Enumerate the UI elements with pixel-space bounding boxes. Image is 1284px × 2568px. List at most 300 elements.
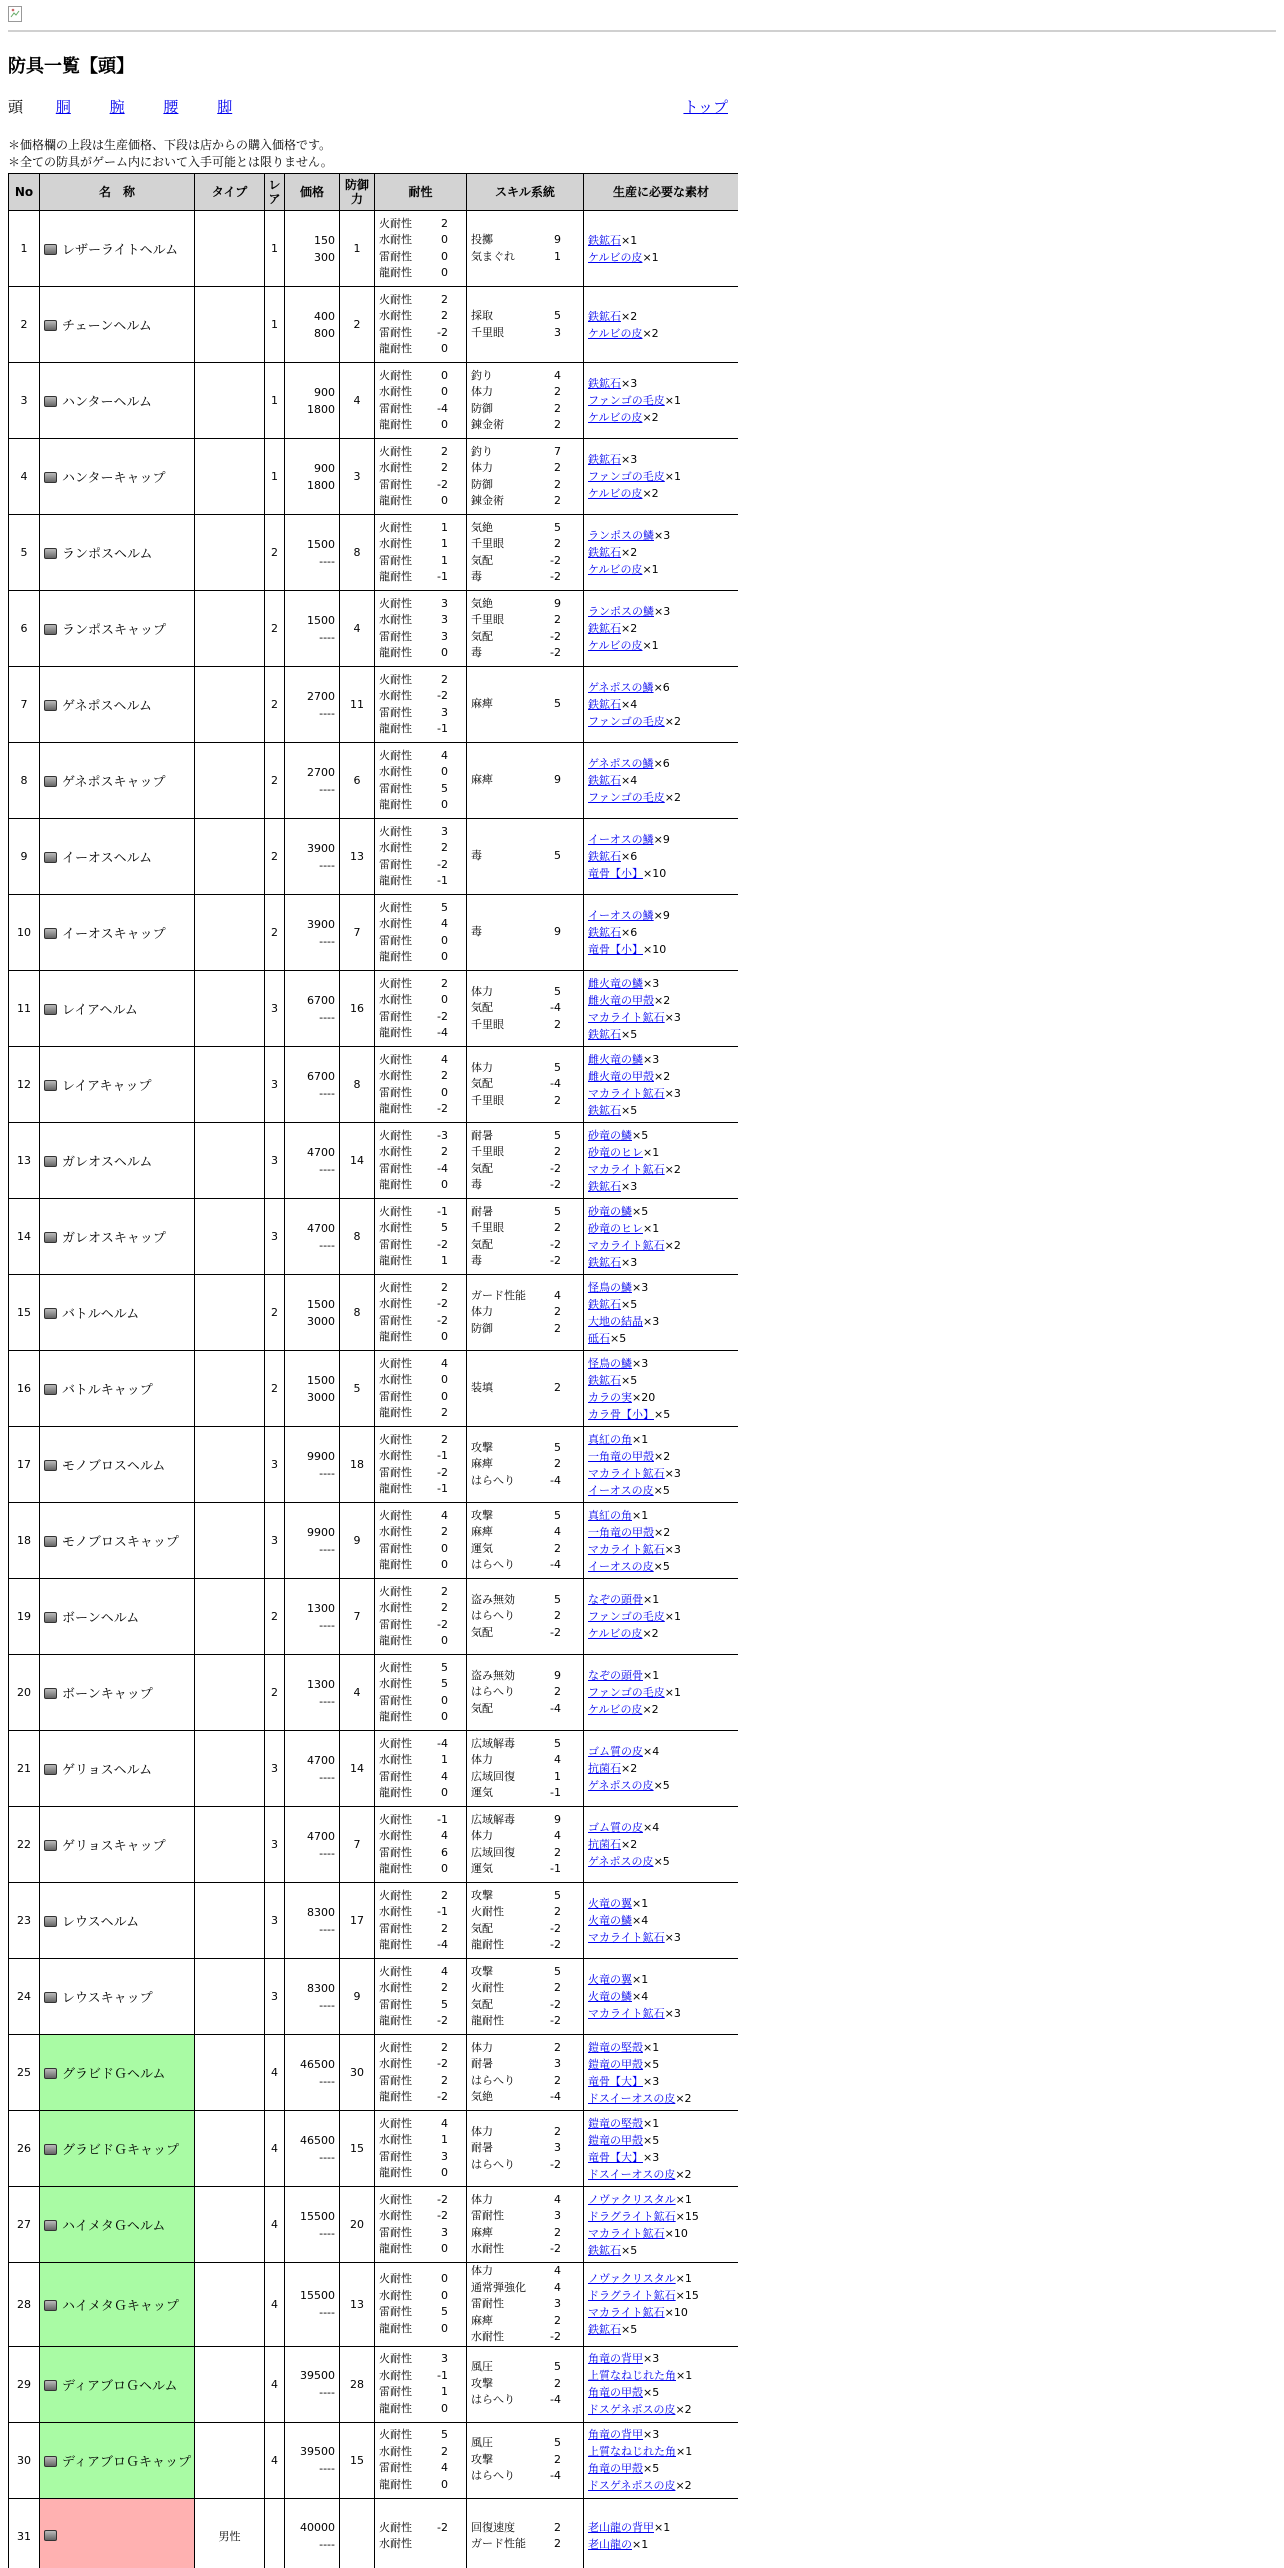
material-link[interactable]: 竜骨【大】 xyxy=(588,2074,643,2088)
craft-price: 39500 xyxy=(300,2369,335,2382)
notes xyxy=(8,137,333,171)
skill-name: 防御 xyxy=(471,477,493,491)
material-entry xyxy=(588,561,734,578)
material-link[interactable]: 砂竜のヒレ xyxy=(588,1221,643,1235)
resistance-name: 雷耐性 xyxy=(379,857,412,871)
resistance-value: 2 xyxy=(441,461,448,474)
shop-price: ---- xyxy=(319,1086,335,1100)
material-qty: ×1 xyxy=(621,233,638,247)
armor-name-cell xyxy=(40,2035,195,2111)
material-entry xyxy=(588,1051,734,1068)
material-link[interactable]: 雌火竜の甲殻 xyxy=(588,1069,654,1083)
skill-value: 5 xyxy=(554,1440,561,1454)
resistance-entry xyxy=(379,2149,462,2166)
material-link[interactable]: カラの実 xyxy=(588,1390,632,1404)
resistance-entry xyxy=(379,292,462,309)
material-link[interactable]: ケルビの皮 xyxy=(588,639,643,652)
material-qty: ×6 xyxy=(621,850,638,863)
material-link[interactable]: 鉄鉱石 xyxy=(588,546,621,559)
table-row xyxy=(9,2346,739,2422)
resistance-entry xyxy=(379,460,462,477)
table-row xyxy=(9,591,739,667)
armor-rarity: 2 xyxy=(265,743,285,819)
material-link[interactable]: 真紅の角 xyxy=(588,1508,632,1522)
helm-icon xyxy=(44,1764,57,1775)
nav-link-top[interactable]: トップ xyxy=(683,98,728,116)
resistance-value: 2 xyxy=(441,1145,448,1158)
material-link[interactable]: マカライト鉱石 xyxy=(588,2306,665,2320)
nav-link-arms[interactable]: 腕 xyxy=(109,98,125,116)
skill-name: 体力 xyxy=(471,984,493,998)
craft-price: 46500 xyxy=(300,2057,335,2071)
material-link[interactable]: 砂竜の鱗 xyxy=(588,1204,632,1218)
table-row xyxy=(9,363,739,439)
material-qty: ×2 xyxy=(675,2403,692,2416)
material-link[interactable]: 鉄鉱石 xyxy=(588,453,621,466)
material-link[interactable]: ドスゲネポスの皮 xyxy=(588,2479,676,2492)
resistance-value: 2 xyxy=(441,1584,448,1598)
skill-name: 体力 xyxy=(471,1829,493,1842)
skill-value: -2 xyxy=(550,1254,561,1267)
col-header-resistance: 耐性 xyxy=(375,174,467,211)
armor-type xyxy=(195,1579,265,1655)
armor-rarity: 2 xyxy=(265,819,285,895)
material-entry xyxy=(588,637,734,654)
material-link[interactable]: マカライト鉱石 xyxy=(588,2226,665,2240)
resistance-value: 3 xyxy=(441,613,448,626)
material-link[interactable]: 上質なねじれた角 xyxy=(588,2369,676,2382)
nav-link-legs[interactable]: 脚 xyxy=(217,98,233,116)
material-link[interactable]: ゲネポスの皮 xyxy=(588,1779,654,1792)
resistance-value: 0 xyxy=(441,2242,448,2255)
resistance-name: 火耐性 xyxy=(379,1964,412,1978)
material-entry xyxy=(588,2132,734,2149)
resistance-entry xyxy=(379,2401,462,2418)
material-link[interactable]: 鎧竜の甲殻 xyxy=(588,2057,643,2071)
material-entry xyxy=(588,2426,734,2443)
material-link[interactable]: イーオスの皮 xyxy=(588,1483,654,1497)
material-entry xyxy=(588,2321,734,2338)
material-link[interactable]: ゴム質の皮 xyxy=(588,1745,643,1758)
material-link[interactable]: マカライト鉱石 xyxy=(588,1162,665,1176)
material-link[interactable]: ドラグライト鉱石 xyxy=(588,2209,676,2223)
material-link[interactable]: 雌火竜の鱗 xyxy=(588,976,643,990)
material-qty: ×3 xyxy=(643,2074,660,2088)
armor-name-cell xyxy=(40,1731,195,1807)
material-link[interactable]: 鉄鉱石 xyxy=(588,1103,621,1117)
material-link[interactable]: マカライト鉱石 xyxy=(588,1086,665,1100)
resistance-value: 0 xyxy=(441,798,448,811)
material-link[interactable]: イーオスの皮 xyxy=(588,1559,654,1573)
skill-name: 気配 xyxy=(471,1625,493,1639)
resistance-value: 3 xyxy=(441,2225,448,2239)
skill-entry xyxy=(471,1701,579,1718)
material-link[interactable]: ファンゴの毛皮 xyxy=(588,1610,665,1623)
resistance-value: 1 xyxy=(441,553,448,567)
material-link[interactable]: 火竜の翼 xyxy=(588,1897,632,1910)
row-no: 18 xyxy=(9,1503,40,1579)
armor-rarity: 2 xyxy=(265,515,285,591)
table-row xyxy=(9,1275,739,1351)
craft-price: 900 xyxy=(314,385,335,399)
material-link[interactable]: ドラグライト鉱石 xyxy=(588,2289,676,2303)
resistance-value: 0 xyxy=(441,342,448,355)
resistance-value: 0 xyxy=(441,2321,448,2335)
material-link[interactable]: 鉄鉱石 xyxy=(588,309,621,323)
resistance-name: 火耐性 xyxy=(379,596,412,610)
skill-value: 4 xyxy=(554,1753,561,1766)
armor-type xyxy=(195,1731,265,1807)
material-link[interactable]: 鉄鉱石 xyxy=(588,774,621,787)
resistance-entry xyxy=(379,2056,462,2073)
resistance-value: 5 xyxy=(441,1997,448,2011)
material-qty: ×5 xyxy=(621,1373,638,1387)
material-link[interactable]: 鉄鉱石 xyxy=(588,377,621,390)
material-link[interactable]: 鉄鉱石 xyxy=(588,2243,621,2257)
armor-type xyxy=(195,971,265,1047)
material-entry xyxy=(588,907,734,924)
material-link[interactable]: ファンゴの毛皮 xyxy=(588,715,665,728)
resistance-value: 0 xyxy=(441,494,448,507)
material-link[interactable]: 鉄鉱石 xyxy=(588,1373,621,1387)
material-entry xyxy=(588,527,734,544)
resistance-entry xyxy=(379,2288,462,2305)
materials-cell xyxy=(584,2346,739,2422)
skill-name: 盗み無効 xyxy=(471,1668,515,1682)
material-link[interactable]: ノヴァクリスタル xyxy=(588,2272,676,2286)
material-link[interactable]: ドスイーオスの皮 xyxy=(588,2091,676,2105)
skill-value: 3 xyxy=(554,2141,561,2155)
skill-entry xyxy=(471,696,579,713)
col-header-materials: 生産に必要な素材 xyxy=(584,174,739,211)
material-link[interactable]: ノヴァクリスタル xyxy=(588,2192,676,2206)
material-link[interactable]: ケルビの皮 xyxy=(588,1627,643,1640)
material-entry xyxy=(588,2477,734,2494)
material-link[interactable]: 鉄鉱石 xyxy=(588,622,621,635)
material-link[interactable]: ファンゴの毛皮 xyxy=(588,791,665,804)
material-entry xyxy=(588,1355,734,1372)
material-link[interactable]: ランポスの鱗 xyxy=(588,605,654,618)
material-link[interactable]: マカライト鉱石 xyxy=(588,1931,665,1944)
armor-name-cell xyxy=(40,2422,195,2498)
resistance-value: 0 xyxy=(441,950,448,963)
material-link[interactable]: 鉄鉱石 xyxy=(588,233,621,247)
material-link[interactable]: 怪鳥の鱗 xyxy=(588,1356,632,1370)
nav-link-body[interactable]: 胴 xyxy=(55,98,71,116)
defense-value: 7 xyxy=(340,895,375,971)
row-no: 5 xyxy=(9,515,40,591)
resistance-value: -4 xyxy=(437,1026,448,1039)
material-link[interactable]: ランポスの鱗 xyxy=(588,529,654,542)
resistance-cell xyxy=(375,1731,467,1807)
skill-entry xyxy=(471,460,579,477)
material-link[interactable]: 角竜の背甲 xyxy=(588,2428,643,2441)
resistance-entry xyxy=(379,2089,462,2106)
material-link[interactable]: 火竜の鱗 xyxy=(588,1914,632,1927)
materials-cell xyxy=(584,1123,739,1199)
skill-name: 風圧 xyxy=(471,2360,493,2374)
material-link[interactable]: 竜骨【小】 xyxy=(588,867,643,880)
armor-type xyxy=(195,667,265,743)
material-qty: ×1 xyxy=(676,2369,693,2382)
material-qty: ×2 xyxy=(675,2091,692,2105)
material-link[interactable]: 大地の結晶 xyxy=(588,1314,643,1328)
material-qty: ×1 xyxy=(664,1610,681,1623)
material-link[interactable]: ファンゴの毛皮 xyxy=(588,394,665,407)
resistance-entry xyxy=(379,417,462,434)
material-link[interactable]: 鉄鉱石 xyxy=(588,2323,621,2337)
material-link[interactable]: カラ骨【小】 xyxy=(588,1407,654,1421)
resistance-value: 0 xyxy=(441,993,448,1006)
resistance-value: 0 xyxy=(441,1786,448,1799)
material-link[interactable]: イーオスの鱗 xyxy=(588,833,654,846)
row-no: 10 xyxy=(9,895,40,971)
material-link[interactable]: 鉄鉱石 xyxy=(588,850,621,863)
material-qty: ×3 xyxy=(643,2352,660,2365)
resistance-value: -2 xyxy=(437,689,448,702)
material-link[interactable]: 真紅の角 xyxy=(588,1432,632,1446)
material-entry xyxy=(588,249,734,266)
skill-value: -4 xyxy=(550,2469,561,2483)
resistance-name: 龍耐性 xyxy=(379,494,412,507)
note-price: ＊価格欄の上段は生産価格、下段は店からの購入価格です。 xyxy=(8,138,332,152)
skill-name: はらへり xyxy=(471,2393,515,2407)
material-link[interactable]: 雌火竜の甲殻 xyxy=(588,993,654,1007)
armor-name-cell xyxy=(40,1047,195,1123)
material-link[interactable]: 鎧竜の堅殻 xyxy=(588,2116,643,2130)
resistance-value: -4 xyxy=(437,1736,448,1750)
row-no: 15 xyxy=(9,1275,40,1351)
materials-cell xyxy=(584,439,739,515)
material-link[interactable]: 抗菌石 xyxy=(588,1762,621,1775)
material-link[interactable]: 鎧竜の堅殻 xyxy=(588,2040,643,2054)
resistance-cell xyxy=(375,2035,467,2111)
skill-entry xyxy=(471,1736,579,1753)
material-qty: ×3 xyxy=(621,377,638,390)
material-link[interactable]: マカライト鉱石 xyxy=(588,2007,665,2020)
resistance-value: 2 xyxy=(441,292,448,306)
material-link[interactable]: 一角竜の甲殻 xyxy=(588,1449,654,1463)
material-link[interactable]: 抗菌石 xyxy=(588,1838,621,1851)
material-link[interactable]: 鉄鉱石 xyxy=(588,926,621,939)
defense-value: 11 xyxy=(340,667,375,743)
resistance-value: 1 xyxy=(441,1753,448,1766)
material-link[interactable]: ファンゴの毛皮 xyxy=(588,1686,665,1699)
resistance-entry xyxy=(379,1633,462,1650)
resistance-value: 3 xyxy=(441,2149,448,2163)
resistance-name: 雷耐性 xyxy=(379,1465,412,1479)
table-row xyxy=(9,2035,739,2111)
armor-name: ゲリョスヘルム xyxy=(62,1763,153,1778)
material-link[interactable]: 鉄鉱石 xyxy=(588,1297,621,1311)
nav-current-head: 頭 xyxy=(8,98,24,116)
skill-value: 2 xyxy=(554,1145,561,1158)
skill-value: 2 xyxy=(554,477,561,491)
row-no: 3 xyxy=(9,363,40,439)
resistance-entry xyxy=(379,493,462,510)
material-qty: ×3 xyxy=(664,1010,681,1024)
skill-entry xyxy=(471,2124,579,2141)
row-no: 12 xyxy=(9,1047,40,1123)
material-link[interactable]: マカライト鉱石 xyxy=(588,1238,665,1252)
skill-name: 千里眼 xyxy=(471,1145,504,1158)
resistance-entry xyxy=(379,916,462,933)
material-link[interactable]: 火竜の鱗 xyxy=(588,1990,632,2003)
material-link[interactable]: 老山龍の xyxy=(588,2538,632,2551)
price-cell xyxy=(285,439,340,515)
skill-name: 雷耐性 xyxy=(471,2209,504,2222)
resistance-value: -2 xyxy=(437,1465,448,1479)
material-link[interactable]: 老山龍の背甲 xyxy=(588,2521,654,2534)
skill-entry xyxy=(471,1220,579,1237)
material-link[interactable]: 鉄鉱石 xyxy=(588,1027,621,1041)
resistance-entry xyxy=(379,949,462,966)
material-link[interactable]: ケルビの皮 xyxy=(588,411,643,424)
resistance-entry xyxy=(379,1921,462,1938)
skill-entry xyxy=(471,2468,579,2485)
resistance-entry xyxy=(379,1068,462,1085)
material-qty: ×5 xyxy=(643,2133,660,2147)
material-entry xyxy=(588,1296,734,1313)
material-qty: ×1 xyxy=(632,2538,649,2551)
resistance-value: 3 xyxy=(441,2352,448,2365)
material-link[interactable]: ケルビの皮 xyxy=(588,563,643,576)
material-entry xyxy=(588,468,734,485)
row-no: 25 xyxy=(9,2035,40,2111)
material-link[interactable]: 角竜の甲殻 xyxy=(588,2386,643,2399)
skill-value: 2 xyxy=(554,1093,561,1107)
table-row xyxy=(9,1655,739,1731)
skill-entry xyxy=(471,401,579,418)
material-entry xyxy=(588,2460,734,2477)
resistance-name: 龍耐性 xyxy=(379,646,412,659)
material-link[interactable]: ゲネポスの皮 xyxy=(588,1855,654,1868)
material-link[interactable]: マカライト鉱石 xyxy=(588,1542,665,1556)
material-link[interactable]: イーオスの鱗 xyxy=(588,909,654,922)
defense-value xyxy=(340,2498,375,2568)
shop-price: ---- xyxy=(319,1770,335,1784)
material-link[interactable]: 一角竜の甲殻 xyxy=(588,1525,654,1539)
skill-name: 広域回復 xyxy=(471,1769,515,1783)
material-link[interactable]: 怪鳥の鱗 xyxy=(588,1280,632,1294)
material-link[interactable]: ケルビの皮 xyxy=(588,326,643,340)
material-link[interactable]: マカライト鉱石 xyxy=(588,1466,665,1480)
resistance-cell xyxy=(375,1807,467,1883)
material-link[interactable]: ケルビの皮 xyxy=(588,250,643,264)
material-link[interactable]: 火竜の翼 xyxy=(588,1973,632,1986)
material-link[interactable]: 竜骨【小】 xyxy=(588,943,643,956)
material-link[interactable]: なぞの頭骨 xyxy=(588,1593,643,1606)
material-link[interactable]: マカライト鉱石 xyxy=(588,1010,665,1024)
material-link[interactable]: 砂竜のヒレ xyxy=(588,1145,643,1159)
material-link[interactable]: 角竜の背甲 xyxy=(588,2352,643,2365)
resistance-entry xyxy=(379,900,462,917)
material-qty: ×5 xyxy=(643,2462,660,2475)
material-link[interactable]: ファンゴの毛皮 xyxy=(588,470,665,483)
material-link[interactable]: 砥石 xyxy=(588,1331,610,1345)
skill-entry xyxy=(471,1456,579,1473)
skill-name: 気配 xyxy=(471,1997,493,2011)
material-link[interactable]: ゲネポスの鱗 xyxy=(588,681,654,694)
material-link[interactable]: ドスイーオスの皮 xyxy=(588,2167,676,2181)
material-link[interactable]: 鉄鉱石 xyxy=(588,698,621,711)
skill-value: -2 xyxy=(550,1625,561,1639)
resistance-name: 龍耐性 xyxy=(379,1102,412,1115)
nav-link-waist[interactable]: 腰 xyxy=(163,98,179,116)
material-link[interactable]: 竜骨【大】 xyxy=(588,2150,643,2164)
craft-price: 4700 xyxy=(307,1829,335,1843)
resistance-value: -1 xyxy=(437,1204,448,1218)
resistance-cell xyxy=(375,1427,467,1503)
resistance-entry xyxy=(379,1541,462,1558)
material-link[interactable]: 上質なねじれた角 xyxy=(588,2445,676,2458)
resistance-cell xyxy=(375,743,467,819)
material-qty: ×3 xyxy=(621,453,638,466)
material-link[interactable]: ケルビの皮 xyxy=(588,487,643,500)
armor-name-cell xyxy=(40,439,195,515)
material-entry xyxy=(588,713,734,730)
material-qty: ×3 xyxy=(632,1356,649,1370)
craft-price: 1300 xyxy=(307,1601,335,1615)
armor-table-body xyxy=(9,211,739,2568)
defense-value: 7 xyxy=(340,1579,375,1655)
resistance-entry xyxy=(379,1161,462,1178)
material-link[interactable]: ドスゲネポスの皮 xyxy=(588,2403,676,2416)
skill-value: 2 xyxy=(554,1541,561,1555)
material-link[interactable]: 鉄鉱石 xyxy=(588,1179,621,1193)
material-link[interactable]: 砂竜の鱗 xyxy=(588,1128,632,1142)
helm-icon xyxy=(44,2068,57,2079)
defense-value: 3 xyxy=(340,439,375,515)
resistance-name: 火耐性 xyxy=(379,2352,412,2365)
resistance-name: 龍耐性 xyxy=(379,1862,412,1875)
resistance-value: -1 xyxy=(437,874,448,887)
resistance-name: 火耐性 xyxy=(379,1584,412,1598)
resistance-name: 雷耐性 xyxy=(379,249,412,263)
material-entry xyxy=(588,1777,734,1794)
helm-icon xyxy=(44,624,57,635)
material-link[interactable]: 鉄鉱石 xyxy=(588,1255,621,1269)
material-qty: ×4 xyxy=(632,1914,649,1927)
resistance-name: 水耐性 xyxy=(379,2444,412,2458)
skill-entry xyxy=(471,1845,579,1862)
material-link[interactable]: ゴム質の皮 xyxy=(588,1821,643,1834)
armor-name: ディアブロＧヘルム xyxy=(62,2378,178,2394)
craft-price: 8300 xyxy=(307,1981,335,1995)
resistance-name: 火耐性 xyxy=(379,1660,412,1674)
material-link[interactable]: ゲネポスの鱗 xyxy=(588,757,654,770)
resistance-cell xyxy=(375,971,467,1047)
skill-name: 広域解毒 xyxy=(471,1736,515,1750)
skill-name: 千里眼 xyxy=(471,537,504,550)
material-qty: ×5 xyxy=(621,1297,638,1311)
resistance-entry xyxy=(379,2477,462,2494)
resistance-entry xyxy=(379,2116,462,2133)
material-link[interactable]: なぞの頭骨 xyxy=(588,1669,643,1682)
table-row xyxy=(9,439,739,515)
material-link[interactable]: 鎧竜の甲殻 xyxy=(588,2133,643,2147)
table-row xyxy=(9,2263,739,2347)
skill-entry xyxy=(471,1752,579,1769)
material-qty: ×2 xyxy=(654,993,671,1007)
material-link[interactable]: 角竜の甲殻 xyxy=(588,2462,643,2475)
material-qty: ×1 xyxy=(654,2521,671,2534)
skill-entry xyxy=(471,1017,579,1034)
row-no: 24 xyxy=(9,1959,40,2035)
resistance-cell xyxy=(375,2346,467,2422)
material-link[interactable]: ケルビの皮 xyxy=(588,1703,643,1716)
material-link[interactable]: 雌火竜の鱗 xyxy=(588,1052,643,1066)
